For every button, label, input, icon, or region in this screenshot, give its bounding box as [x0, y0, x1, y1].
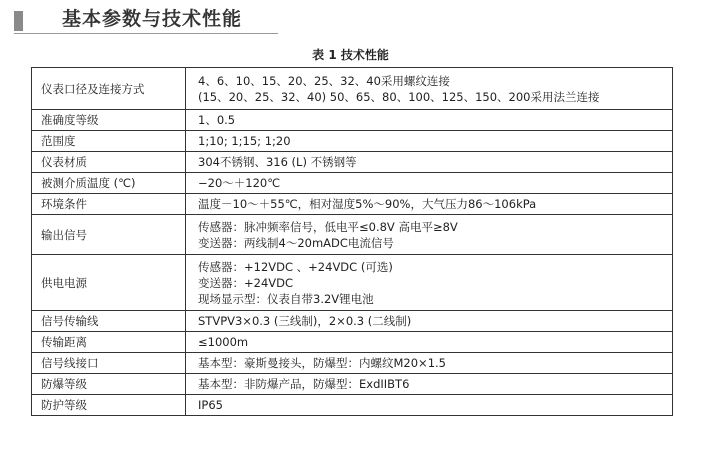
- row-value: [186, 152, 673, 173]
- table-row: [32, 152, 673, 173]
- value-line: IP65: [198, 398, 223, 412]
- row-label: 范围度: [32, 131, 186, 152]
- table-row: [32, 353, 673, 374]
- row-value: [186, 173, 673, 194]
- table-row: [32, 332, 673, 353]
- value-line: 传感器：脉冲频率信号，低电平≤0.8V 高电平≥8V: [198, 219, 458, 234]
- row-value: [186, 68, 673, 110]
- table-row: [32, 194, 673, 215]
- table-row: [32, 131, 673, 152]
- value-line: ≤1000m: [198, 335, 249, 349]
- table-row: [32, 173, 673, 194]
- table-row: [32, 110, 673, 131]
- value-line: 304不锈钢、316 (L) 不锈钢等: [198, 155, 357, 169]
- row-value: [186, 215, 673, 255]
- row-label: 准确度等级: [32, 110, 186, 131]
- spec-table: [31, 67, 673, 416]
- row-value: [186, 255, 673, 311]
- row-label: 信号传输线: [32, 311, 186, 332]
- spec-table-body: [32, 68, 673, 416]
- section-marker: [14, 11, 23, 31]
- row-value: [186, 194, 673, 215]
- row-label: 输出信号: [32, 215, 186, 255]
- value-line: 4、6、10、15、20、25、32、40采用螺纹连接: [198, 73, 450, 88]
- row-value: [186, 332, 673, 353]
- value-line: 1、0.5: [198, 113, 236, 127]
- value-line: 基本型：非防爆产品，防爆型：ExdIIBT6: [198, 377, 410, 391]
- table-row: [32, 311, 673, 332]
- row-label: 防护等级: [32, 395, 186, 416]
- value-line: STVPV3×0.3 (三线制)，2×0.3 (二线制): [198, 314, 412, 328]
- row-label: 信号线接口: [32, 353, 186, 374]
- value-line: 温度－10～＋55℃，相对湿度5%～90%，大气压力86～106kPa: [198, 197, 537, 211]
- row-label: 仪表口径及连接方式: [32, 68, 186, 110]
- table-row: [32, 215, 673, 255]
- value-line: 1;10; 1;15; 1;20: [198, 134, 291, 148]
- table-row: [32, 374, 673, 395]
- row-label: 供电电源: [32, 255, 186, 311]
- table-row: [32, 395, 673, 416]
- row-label: 防爆等级: [32, 374, 186, 395]
- row-value: [186, 110, 673, 131]
- table-row: [32, 255, 673, 311]
- row-value: [186, 374, 673, 395]
- row-label: 传输距离: [32, 332, 186, 353]
- table-caption: 表 1 技术性能: [312, 48, 389, 62]
- row-label: 仪表材质: [32, 152, 186, 173]
- section-underline: [14, 33, 278, 34]
- table-row: [32, 68, 673, 110]
- row-value: [186, 311, 673, 332]
- value-line: 基本型：豪斯曼接头，防爆型：内螺纹M20×1.5: [198, 356, 446, 370]
- row-value: [186, 353, 673, 374]
- row-label: 被测介质温度 (℃): [32, 173, 186, 194]
- value-line: 现场显示型：仪表自带3.2V锂电池: [198, 291, 374, 306]
- row-value: [186, 131, 673, 152]
- value-line: 变送器：+24VDC: [198, 275, 294, 290]
- section-title: 基本参数与技术性能: [62, 8, 243, 30]
- value-line: 变送器：两线制4～20mADC电流信号: [198, 235, 394, 250]
- row-label: 环境条件: [32, 194, 186, 215]
- row-value: [186, 395, 673, 416]
- value-line: (15、20、25、32、40) 50、65、80、100、125、150、200采用法兰连接: [198, 89, 600, 104]
- value-line: −20～＋120℃: [198, 176, 281, 190]
- value-line: 传感器：+12VDC 、+24VDC (可选): [198, 259, 393, 274]
